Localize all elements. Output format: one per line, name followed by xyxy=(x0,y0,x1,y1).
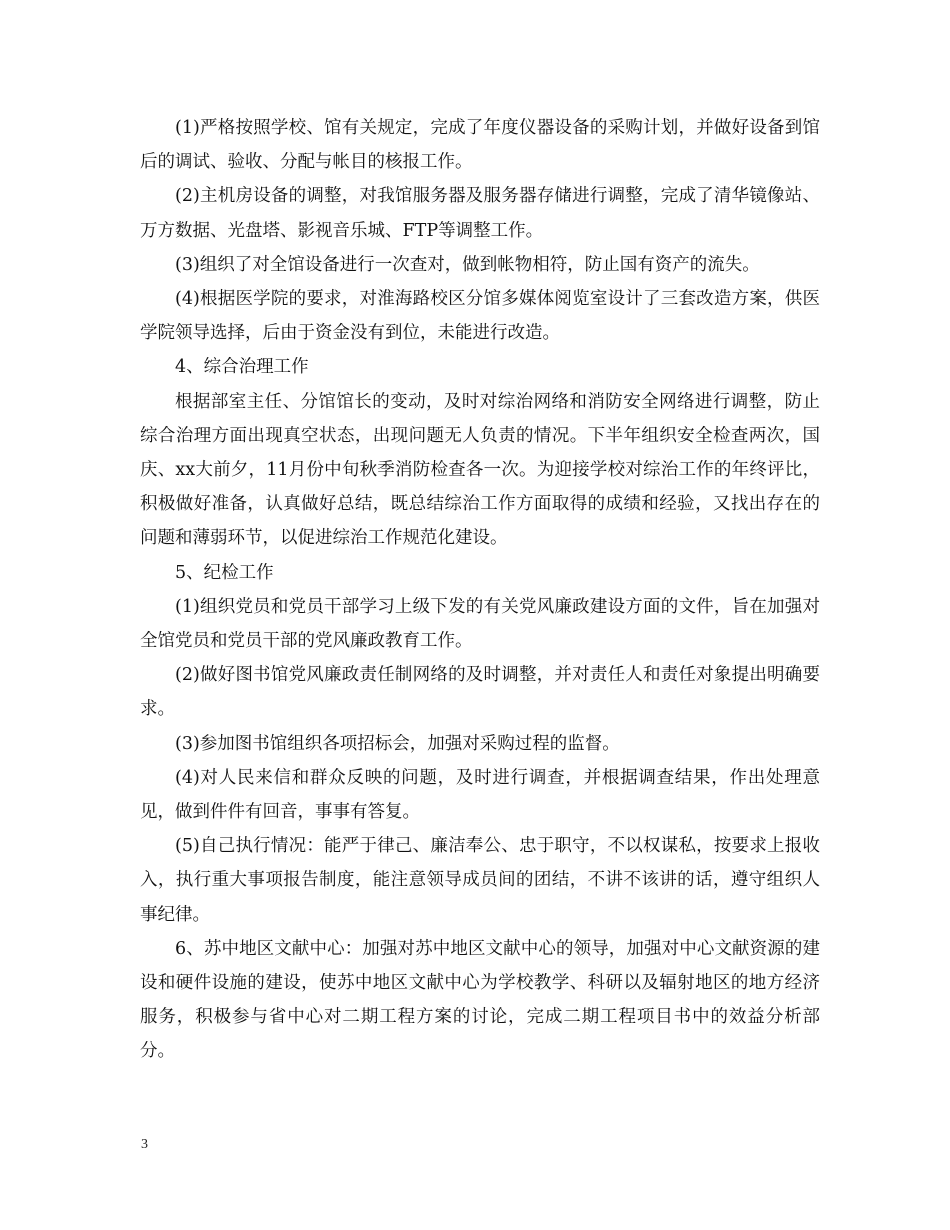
paragraph-self-conduct: (5)自己执行情况：能严于律己、廉洁奉公、忠于职守，不以权谋私，按要求上报收入，执行重大事项报告制度，能注意领导成员间的团结，不讲不该讲的话，遵守组织人事纪律。 xyxy=(140,836,820,925)
paragraph-server-room: (2)主机房设备的调整，对我馆服务器及服务器存储进行调整，完成了清华镜像站、万方数据、光盘塔、影视音乐城、FTP等调整工作。 xyxy=(140,186,820,241)
document-body xyxy=(140,111,820,1069)
paragraph-renovation-plan: (4)根据医学院的要求，对淮海路校区分馆多媒体阅览室设计了三套改造方案，供医学院领导选择，后由于资金没有到位，未能进行改造。 xyxy=(140,289,820,344)
section-heading-discipline-inspection: 5、纪检工作 xyxy=(175,562,274,583)
paragraph-party-study: (1)组织党员和党员干部学习上级下发的有关党风廉政建设方面的文件，旨在加强对全馆党员和党员干部的党风廉政教育工作。 xyxy=(140,596,820,652)
paragraph-asset-check: (3)组织了对全馆设备进行一次查对，做到帐物相符，防止国有资产的流失。 xyxy=(175,254,760,275)
paragraph-procurement: (1)严格按照学校、馆有关规定，完成了年度仪器设备的采购计划，并做好设备到馆后的调试、验收、分配与帐目的核报工作。 xyxy=(140,118,820,173)
paragraph-literature-center: 6、苏中地区文献中心：加强对苏中地区文献中心的领导，加强对中心文献资源的建设和硬件设施的建设，使苏中地区文献中心为学校教学、科研以及辐射地区的地方经济服务，积极参与省中心对二期工程方案的讨论，完成二期工程项目书中的效益分析部分。 xyxy=(140,938,820,1062)
section-heading-comprehensive-governance: 4、综合治理工作 xyxy=(175,357,309,378)
paragraph-bidding-supervision: (3)参加图书馆组织各项招标会，加强对采购过程的监督。 xyxy=(175,733,620,754)
paragraph-responsibility-network: (2)做好图书馆党风廉政责任制网络的及时调整，并对责任人和责任对象提出明确要求。 xyxy=(140,665,820,720)
paragraph-public-letters: (4)对人民来信和群众反映的问题，及时进行调查，并根据调查结果，作出处理意见，做到件件有回音，事事有答复。 xyxy=(140,767,820,823)
page-number: 3 xyxy=(141,1137,148,1152)
paragraph-governance-details: 根据部室主任、分馆馆长的变动，及时对综治网络和消防安全网络进行调整，防止综合治理方面出现真空状态，出现问题无人负责的情况。下半年组织安全检查两次，国庆、xx大前夕，11月份中旬秋季消防检查各一次。为迎接学校对综治工作的年终评比，积极做好准备，认真做好总结，既总结综治工作方面取得的成绩和经验，又找出存在的问题和薄弱环节，以促进综治工作规范化建设。 xyxy=(140,391,820,549)
